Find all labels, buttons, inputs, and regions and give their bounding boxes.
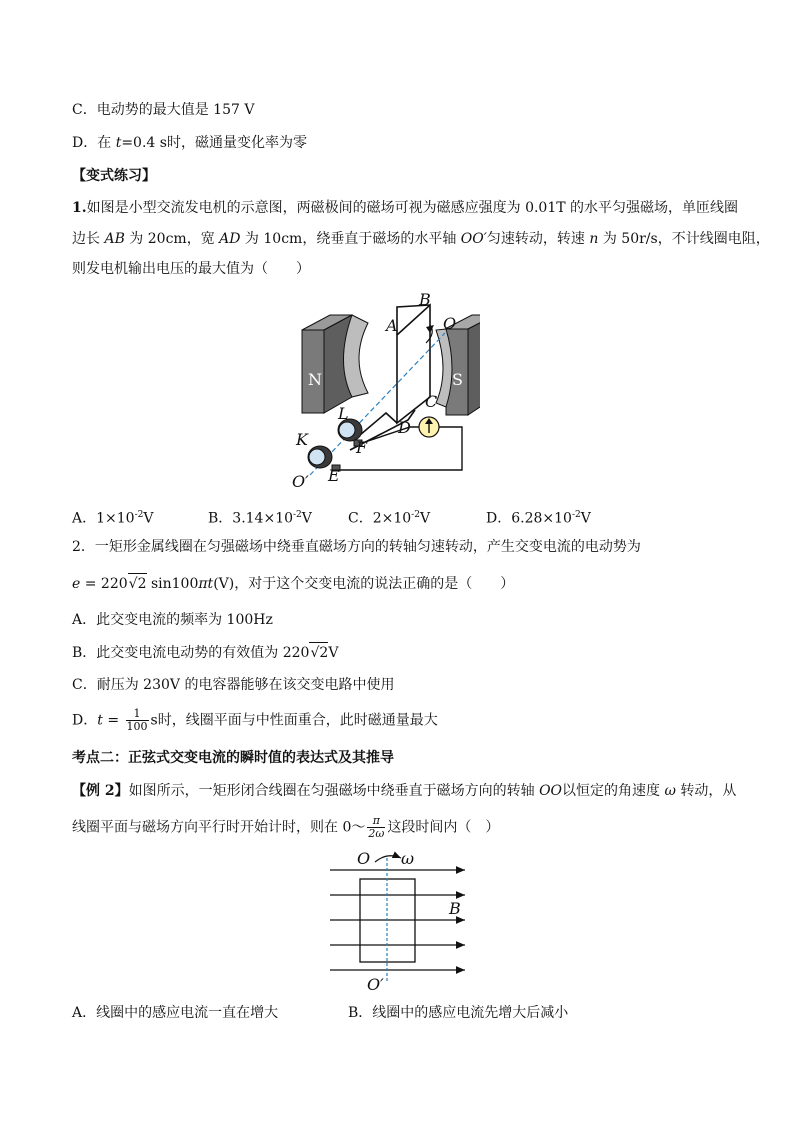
field-coil-diagram — [325, 850, 470, 995]
ex2-stem-line1: 【例 2】如图所示，一矩形闭合线圈在匀强磁场中绕垂直于磁场方向的转轴 OO以恒定的角速度 ω 转动，从 — [72, 783, 737, 799]
q1-option-d: D．$6.28\times 10^{-2}V$ — [486, 510, 591, 527]
label-o: O — [443, 314, 457, 333]
q1-stem-line3: 则发电机输出电压的最大值为（ ） — [72, 261, 310, 277]
section-practice-heading: 【变式练习】 — [72, 168, 156, 184]
ex2-option-b: B．线圈中的感应电流先增大后减小 — [348, 1005, 569, 1021]
q1-stem-line1: 1.如图是小型交流发电机的示意图，两磁极间的磁场可视为磁感应强度为 0.01T 的水平匀强磁场，单匝线圈 — [72, 200, 739, 216]
label-o-prime: O′ — [292, 472, 309, 491]
ex2-option-a: A．线圈中的感应电流一直在增大 — [72, 1005, 279, 1021]
label-b: B — [449, 899, 461, 918]
label-l: L — [338, 404, 349, 423]
label-d: D — [398, 418, 411, 437]
q2-option-b: B．此交变电流电动势的有效值为 220√ 2V — [72, 642, 338, 663]
label-c: C — [425, 392, 438, 411]
ex2-stem-line2: 线圈平面与磁场方向平行时开始计时，则在 0～ $\frac{\pi}{2\omega}$ 这段时间内（ ） — [72, 814, 500, 840]
q2-stem-line1: 2．一矩形金属线圈在匀强磁场中绕垂直磁场方向的转轴匀速转动，产生交变电流的电动势为 — [72, 539, 641, 555]
rotation-arrow — [375, 856, 401, 862]
label-k: K — [296, 430, 308, 449]
q-prev-option-d: D．在 t=0.4 s时，磁通量变化率为零 — [72, 135, 307, 151]
q2-equation-line: e = 220√ 2 sin100πt(V)，对于这个交变电流的说法正确的是（ ） — [72, 573, 514, 594]
q2-option-a: A．此交变电流的频率为 100Hz — [72, 612, 273, 628]
q2-option-c: C．耐压为 230V 的电容器能够在该交变电路中使用 — [72, 677, 395, 693]
section-topic2-heading: 考点二：正弦式交变电流的瞬时值的表达式及其推导 — [72, 750, 394, 766]
label-b: B — [419, 290, 431, 309]
magnet-s-side — [468, 315, 480, 415]
label-o: O — [357, 850, 371, 868]
generator-diagram — [290, 285, 480, 495]
q-prev-option-c: C．电动势的最大值是 157 V — [72, 102, 255, 118]
q1-option-a: A．$1\times 10^{-2}V$ — [72, 510, 154, 527]
label-f: F — [356, 438, 368, 457]
label-s: S — [452, 370, 463, 389]
q1-option-c: C．$2\times 10^{-2}V$ — [348, 510, 431, 527]
label-e: E — [328, 466, 340, 485]
q1-option-b: B．$3.14\times 10^{-2}V$ — [208, 510, 312, 527]
label-o-prime: O′ — [367, 975, 384, 994]
q2-option-d: D．t = $\frac{1}{100}$ s时，线圈平面与中性面重合，此时磁通量最大 — [72, 707, 438, 733]
label-a: A — [386, 316, 398, 335]
label-n: N — [308, 370, 322, 389]
label-omega: ω — [401, 850, 415, 868]
q1-stem-line2: 边长 AB 为 20cm，宽 AD 为 10cm，绕垂直于磁场的水平轴 OO′匀速转动，转速 n 为 50r/s，不计线圈电阻， — [72, 231, 770, 247]
